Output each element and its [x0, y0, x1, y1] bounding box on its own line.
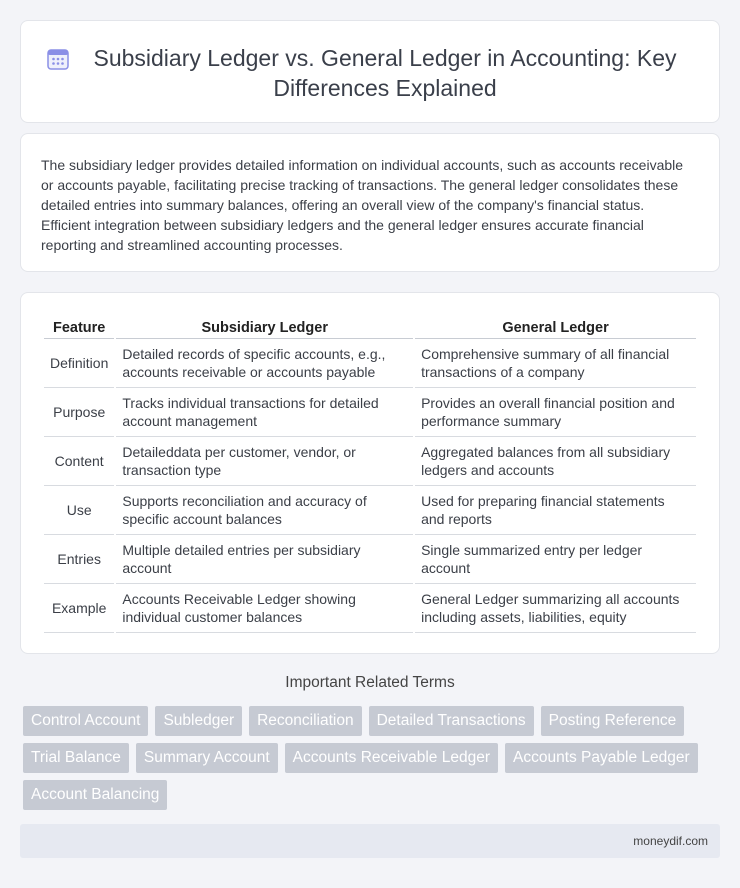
row-subsidiary: Detaileddata per customer, vendor, or transaction type	[116, 437, 413, 486]
row-subsidiary: Multiple detailed entries per subsidiary account	[116, 535, 413, 584]
row-general: Used for preparing financial statements and reports	[415, 486, 696, 535]
header-feature: Feature	[44, 315, 114, 339]
row-feature: Content	[44, 437, 114, 486]
table-row	[44, 388, 696, 437]
calendar-icon	[45, 46, 71, 72]
table-row	[44, 584, 696, 633]
comparison-table-card	[20, 292, 720, 654]
row-feature: Example	[44, 584, 114, 633]
tag-reconciliation[interactable]: Reconciliation	[249, 706, 362, 736]
title-card	[20, 20, 720, 123]
tag-account-balancing[interactable]: Account Balancing	[23, 780, 167, 810]
tag-row	[23, 780, 723, 810]
title-container	[45, 43, 699, 103]
row-subsidiary: Accounts Receivable Ledger showing individual customer balances	[116, 584, 413, 633]
row-general: Comprehensive summary of all financial transactions of a company	[415, 339, 696, 388]
related-terms-tags	[23, 706, 723, 817]
tag-row	[23, 706, 723, 736]
table-row	[44, 486, 696, 535]
row-feature: Purpose	[44, 388, 114, 437]
table-header-row	[44, 315, 696, 339]
row-general: Single summarized entry per ledger account	[415, 535, 696, 584]
row-general: Aggregated balances from all subsidiary ledgers and accounts	[415, 437, 696, 486]
tag-trial-balance[interactable]: Trial Balance	[23, 743, 129, 773]
comparison-table	[42, 315, 698, 633]
table-row	[44, 535, 696, 584]
row-subsidiary: Supports reconciliation and accuracy of specific account balances	[116, 486, 413, 535]
tag-row	[23, 743, 723, 773]
related-terms-heading: Important Related Terms	[285, 674, 455, 691]
row-general: Provides an overall financial position and performance summary	[415, 388, 696, 437]
row-subsidiary: Tracks individual transactions for detailed account management	[116, 388, 413, 437]
table-row	[44, 437, 696, 486]
tag-accounts-payable-ledger[interactable]: Accounts Payable Ledger	[505, 743, 698, 773]
tag-subledger[interactable]: Subledger	[155, 706, 242, 736]
intro-card	[20, 133, 720, 272]
tag-posting-reference[interactable]: Posting Reference	[541, 706, 685, 736]
row-feature: Entries	[44, 535, 114, 584]
tag-detailed-transactions[interactable]: Detailed Transactions	[369, 706, 534, 736]
intro-paragraph: The subsidiary ledger provides detailed information on individual accounts, such as accounts receivable or accounts payable, facilitating precise tracking of transactions. The general ledger consolidates these detailed entries into summary balances, offering an overall view of the company's financial status. Efficient integration between subsidiary ledgers and the general ledger ensures accurate financial reporting and streamlined accounting processes.	[41, 157, 684, 253]
tag-control-account[interactable]: Control Account	[23, 706, 148, 736]
footer-site-name[interactable]: moneydif.com	[633, 834, 708, 848]
header-general-ledger: General Ledger	[415, 315, 696, 339]
row-feature: Use	[44, 486, 114, 535]
footer	[20, 824, 720, 858]
page-title: Subsidiary Ledger vs. General Ledger in Accounting: Key Differences Explained	[93, 45, 677, 101]
tag-accounts-receivable-ledger[interactable]: Accounts Receivable Ledger	[285, 743, 498, 773]
row-feature: Definition	[44, 339, 114, 388]
table-row	[44, 339, 696, 388]
tag-summary-account[interactable]: Summary Account	[136, 743, 278, 773]
header-subsidiary-ledger: Subsidiary Ledger	[116, 315, 413, 339]
row-general: General Ledger summarizing all accounts including assets, liabilities, equity	[415, 584, 696, 633]
row-subsidiary: Detailed records of specific accounts, e.g., accounts receivable or accounts payable	[116, 339, 413, 388]
